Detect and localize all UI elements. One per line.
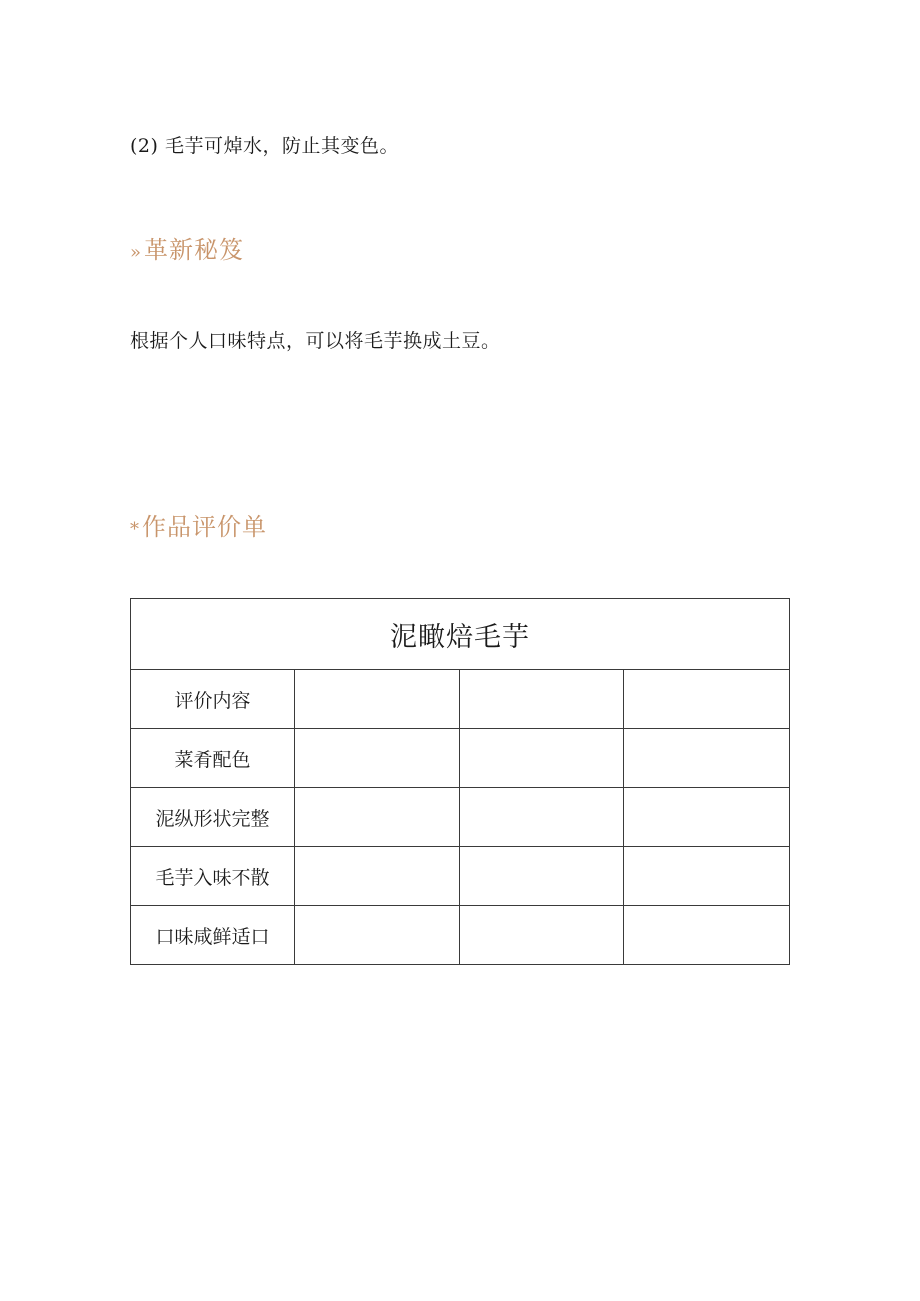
score-cell (624, 729, 790, 788)
row-label: 菜肴配色 (131, 729, 295, 788)
heading-title: 革新秘笈 (144, 236, 245, 264)
score-cell (460, 847, 624, 906)
score-cell (295, 906, 460, 965)
score-cell (624, 847, 790, 906)
score-cell (460, 670, 624, 729)
row-label: 评价内容 (131, 670, 295, 729)
score-cell (624, 788, 790, 847)
evaluation-table (130, 598, 790, 965)
score-cell (460, 729, 624, 788)
row-label: 泥纵形状完整 (131, 788, 295, 847)
table-title: 泥瞰焙毛芋 (131, 599, 790, 670)
cooking-tip-2: (2) 毛芋可焯水，防止其变色。 (130, 135, 399, 157)
row-label: 毛芋入味不散 (131, 847, 295, 906)
score-cell (460, 906, 624, 965)
table-row (131, 788, 790, 847)
table-row (131, 670, 790, 729)
table-row (131, 847, 790, 906)
heading-marker: * (130, 519, 140, 540)
heading-marker: » (130, 242, 143, 263)
innovation-text: 根据个人口味特点，可以将毛芋换成土豆。 (130, 330, 501, 352)
score-cell (295, 670, 460, 729)
score-cell (295, 788, 460, 847)
section-heading-innovation (130, 235, 244, 268)
score-cell (624, 670, 790, 729)
row-label: 口味咸鲜适口 (131, 906, 295, 965)
score-cell (624, 906, 790, 965)
score-cell (295, 847, 460, 906)
score-cell (295, 729, 460, 788)
heading-title: 作品评价单 (142, 513, 267, 541)
table-row (131, 729, 790, 788)
table-row (131, 906, 790, 965)
section-heading-evaluation (130, 512, 267, 545)
score-cell (460, 788, 624, 847)
